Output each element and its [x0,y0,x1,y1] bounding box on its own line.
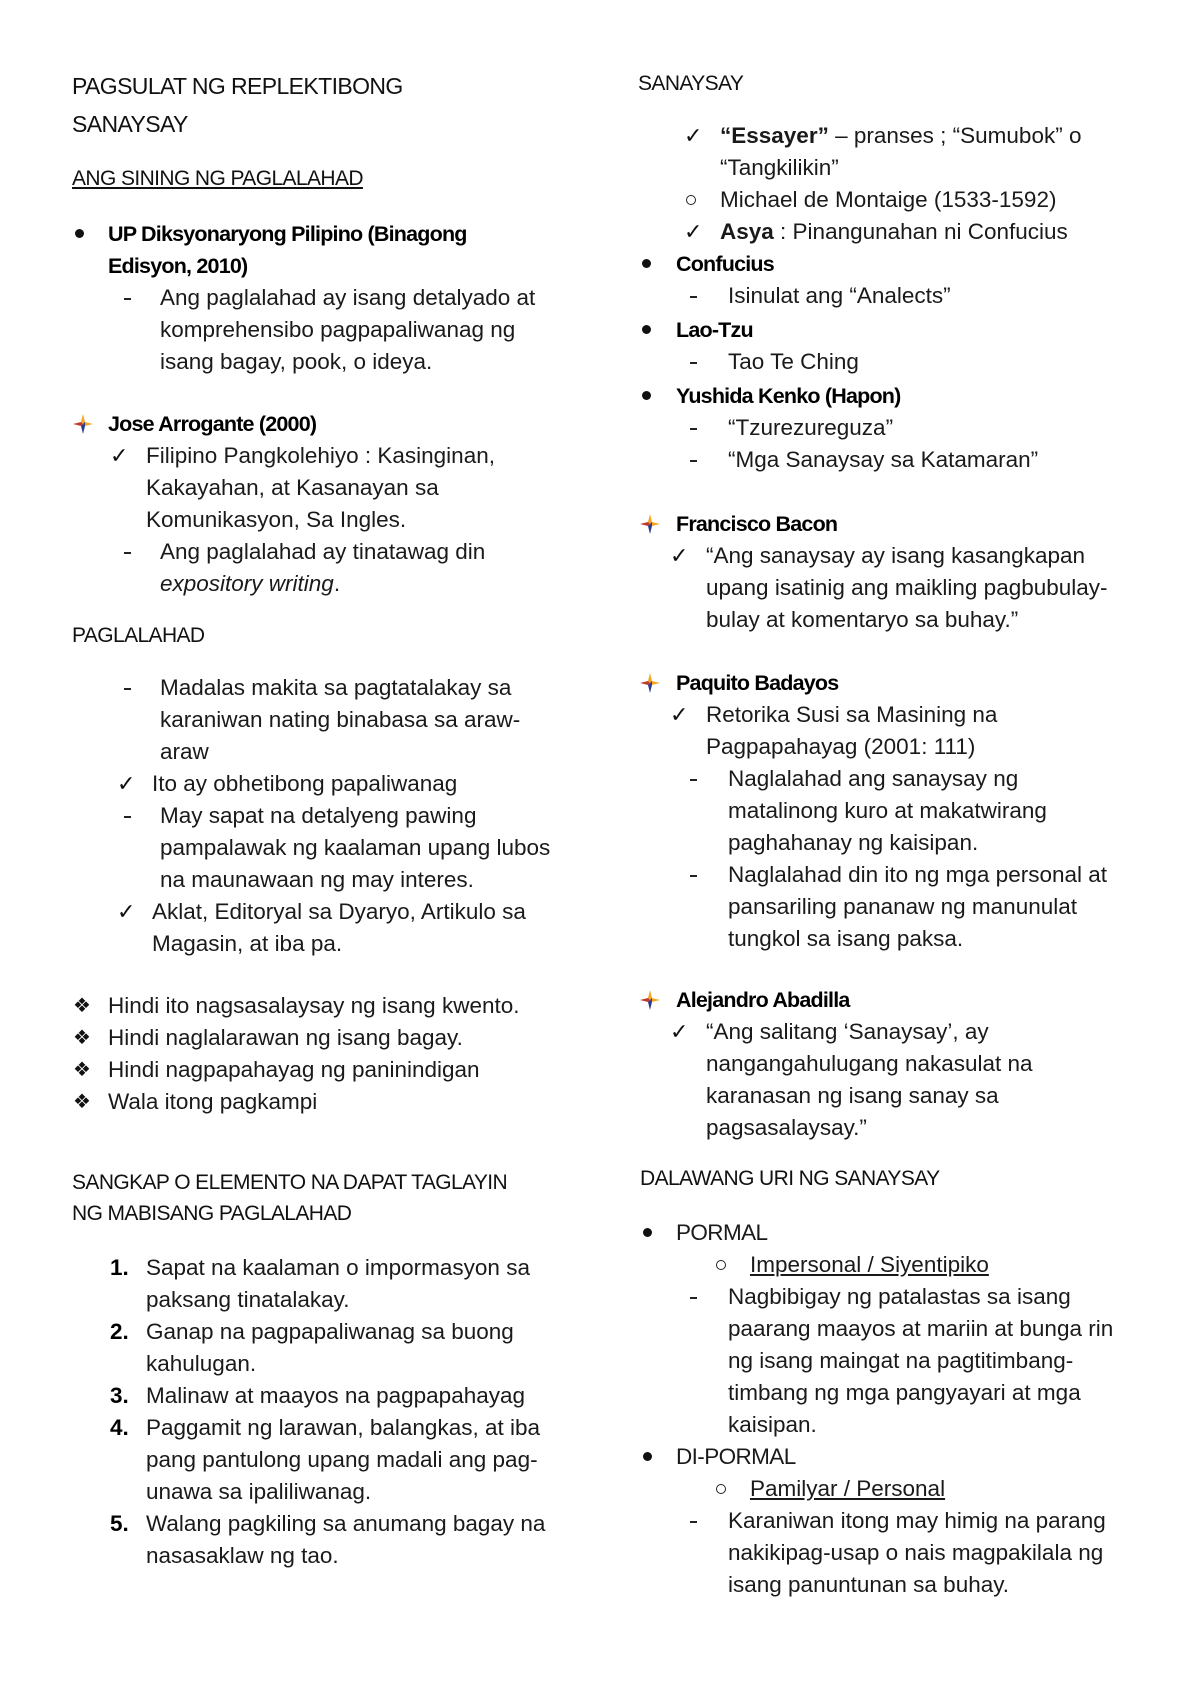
diamond-bullet-icon: ❖ [73,1059,91,1081]
bullet-icon [642,391,651,400]
badayos-citation-line: Pagpapahayag (2001: 111) [706,734,976,759]
paglalahad-point-line: pampalawak ng kaalaman upang lubos [160,835,551,860]
dipormal-detail-line: nakikipag-usap o nais magpakilala ng [728,1540,1104,1565]
hindi-item: Hindi nagpapahayag ng paninindigan [108,1057,480,1082]
dipormal-subtype: Pamilyar / Personal [750,1476,946,1501]
dash-icon [690,875,697,877]
dipormal-label: DI-PORMAL [676,1444,796,1469]
essayer-term: “Essayer” [720,123,829,148]
hindi-item: Wala itong pagkampi [108,1089,318,1114]
paglalahad-point-line: Magasin, at iba pa. [152,931,343,956]
pormal-detail-line: paarang maayos at mariin at bunga rin [728,1316,1114,1341]
up-definition-line: komprehensibo pagpapaliwanag ng [160,317,516,342]
section-heading-sangkap-cont: NG MABISANG PAGLALAHAD [72,1202,352,1225]
pormal-detail-line: ng isang maingat na pagtitimbang- [728,1348,1074,1373]
checkmark-icon: ✓ [110,443,129,468]
dash-icon [690,296,697,298]
abadilla-quote-line: pagsasalaysay.” [706,1115,867,1140]
bacon-quote-line: “Ang sanaysay ay isang kasangkapan [706,543,1085,568]
checkmark-icon: ✓ [670,543,689,568]
circle-bullet-icon [716,1260,726,1270]
bacon-quote-line: bulay at komentaryo sa buhay.” [706,607,1019,632]
badayos-detail-line: Naglalahad din ito ng mga personal at [728,862,1108,887]
jose-citation-line: Filipino Pangkolehiyo : Kasinginan, [146,443,495,468]
pormal-detail-line: kaisipan. [728,1412,817,1437]
list-number: 1. [110,1255,129,1280]
page-title-line1: PAGSULAT NG REPLEKTIBONG [72,73,403,99]
pormal-subtype: Impersonal / Siyentipiko [750,1252,989,1277]
bullet-icon [642,325,651,334]
abadilla-quote-line: nangangahulugang nakasulat na [706,1051,1033,1076]
pormal-detail-line: timbang ng mga pangyayari at mga [728,1380,1081,1405]
asya-term: Asya [720,219,774,244]
four-point-star-icon [640,514,660,534]
dash-icon [690,362,697,364]
dash-icon [124,298,131,300]
bullet-icon [643,1228,652,1237]
checkmark-icon: ✓ [684,123,703,148]
up-definition-line: isang bagay, pook, o ideya. [160,349,433,374]
laotzu-label: Lao-Tzu [676,318,753,342]
jose-arrogante-label: Jose Arrogante (2000) [108,412,317,436]
paglalahad-point-line: Ito ay obhetibong papaliwanag [152,771,458,796]
paglalahad-point-line: araw [160,739,209,764]
abadilla-quote-line: karanasan ng isang sanay sa [706,1083,999,1108]
list-number: 4. [110,1415,129,1440]
pormal-label: PORMAL [676,1220,768,1245]
dash-icon [690,1521,697,1523]
circle-bullet-icon [686,195,696,205]
hindi-item: Hindi naglalarawan ng isang bagay. [108,1025,463,1050]
checkmark-icon: ✓ [684,219,703,244]
jose-citation-line: Kakayahan, at Kasanayan sa [146,475,439,500]
badayos-detail-line: paghahanay ng kaisipan. [728,830,979,855]
badayos-detail-line: Naglalahad ang sanaysay ng [728,766,1019,791]
laotzu-detail: Tao Te Ching [728,349,859,374]
abadilla-quote-line: “Ang salitang ‘Sanaysay’, ay [706,1019,989,1044]
dash-icon [690,428,697,430]
elemento-item-line: pang pantulong upang madali ang pag- [146,1447,538,1472]
elemento-item-line: Walang pagkiling sa anumang bagay na [146,1511,546,1536]
checkmark-icon: ✓ [670,1019,689,1044]
dash-icon [124,688,131,690]
up-diksyonaryo-label-cont: Edisyon, 2010) [108,254,248,278]
abadilla-label: Alejandro Abadilla [676,988,850,1012]
elemento-item-line: Ganap na pagpapaliwanag sa buong [146,1319,514,1344]
jose-definition-line: Ang paglalahad ay tinatawag din [160,539,486,564]
list-number: 5. [110,1511,129,1536]
dipormal-detail-line: Karaniwan itong may himig na parang [728,1508,1106,1533]
expository-writing-term: expository writing [160,571,334,596]
elemento-item-line: paksang tinatalakay. [146,1287,350,1312]
elemento-item-line: Paggamit ng larawan, balangkas, at iba [146,1415,541,1440]
hindi-item: Hindi ito nagsasalaysay ng isang kwento. [108,993,520,1018]
checkmark-icon: ✓ [670,702,689,727]
paglalahad-point-line: Aklat, Editoryal sa Dyaryo, Artikulo sa [152,899,526,924]
section-heading-sining: ANG SINING NG PAGLALAHAD [72,167,363,190]
four-point-star-icon [640,673,660,693]
dipormal-detail-line: isang panuntunan sa buhay. [728,1572,1010,1597]
asya-line: Asya : Pinangunahan ni Confucius [720,219,1068,244]
dash-icon [690,1297,697,1299]
badayos-detail-line: pansariling pananaw ng manunulat [728,894,1078,919]
diamond-bullet-icon: ❖ [73,1027,91,1049]
section-heading-paglalahad: PAGLALAHAD [72,624,205,647]
elemento-item-line: Sapat na kaalaman o impormasyon sa [146,1255,530,1280]
section-heading-dalawang-uri: DALAWANG URI NG SANAYSAY [640,1167,940,1190]
confucius-detail: Isinulat ang “Analects” [728,283,951,308]
up-definition-line: Ang paglalahad ay isang detalyado at [160,285,536,310]
page-title-line2: SANAYSAY [72,111,188,137]
confucius-label: Confucius [676,252,774,276]
bacon-label: Francisco Bacon [676,512,838,536]
bacon-quote-line: upang isatinig ang maikling pagbubulay- [706,575,1108,600]
montaige-line: Michael de Montaige (1533-1592) [720,187,1057,212]
section-heading-sangkap: SANGKAP O ELEMENTO NA DAPAT TAGLAYIN [72,1171,508,1194]
four-point-star-icon [73,414,93,434]
paglalahad-point-line: karaniwan nating binabasa sa araw- [160,707,521,732]
bullet-icon [643,1452,652,1461]
dash-icon [124,816,131,818]
paglalahad-point-line: Madalas makita sa pagtatalakay sa [160,675,512,700]
badayos-detail-line: matalinong kuro at makatwirang [728,798,1047,823]
list-number: 2. [110,1319,129,1344]
elemento-item-line: kahulugan. [146,1351,257,1376]
jose-citation-line: Komunikasyon, Sa Ingles. [146,507,407,532]
jose-definition-line: expository writing. [160,571,341,596]
kenko-label: Yushida Kenko (Hapon) [676,384,901,408]
essayer-line: “Essayer” – pranses ; “Sumubok” o [720,123,1082,148]
dash-icon [124,552,131,554]
paglalahad-point-line: na maunawaan ng may interes. [160,867,474,892]
badayos-label: Paquito Badayos [676,671,839,695]
up-diksyonaryo-label: UP Diksyonaryong Pilipino (Binagong [108,222,467,246]
diamond-bullet-icon: ❖ [73,995,91,1017]
paglalahad-point-line: May sapat na detalyeng pawing [160,803,477,828]
essayer-line-cont: “Tangkilikin” [720,155,839,180]
list-number: 3. [110,1383,129,1408]
diamond-bullet-icon: ❖ [73,1091,91,1113]
bullet-icon [75,229,84,238]
circle-bullet-icon [716,1484,726,1494]
dash-icon [690,779,697,781]
elemento-item-line: nasasaklaw ng tao. [146,1543,339,1568]
pormal-detail-line: Nagbibigay ng patalastas sa isang [728,1284,1071,1309]
checkmark-icon: ✓ [117,771,136,796]
section-heading-sanaysay: SANAYSAY [638,72,744,95]
checkmark-icon: ✓ [117,899,136,924]
dash-icon [690,460,697,462]
badayos-detail-line: tungkol sa isang paksa. [728,926,964,951]
badayos-citation-line: Retorika Susi sa Masining na [706,702,998,727]
four-point-star-icon [640,990,660,1010]
kenko-detail: “Tzurezureguza” [728,415,894,440]
bullet-icon [642,259,651,268]
elemento-item-line: unawa sa ipaliliwanag. [146,1479,372,1504]
kenko-detail: “Mga Sanaysay sa Katamaran” [728,447,1039,472]
elemento-item-line: Malinaw at maayos na pagpapahayag [146,1383,526,1408]
